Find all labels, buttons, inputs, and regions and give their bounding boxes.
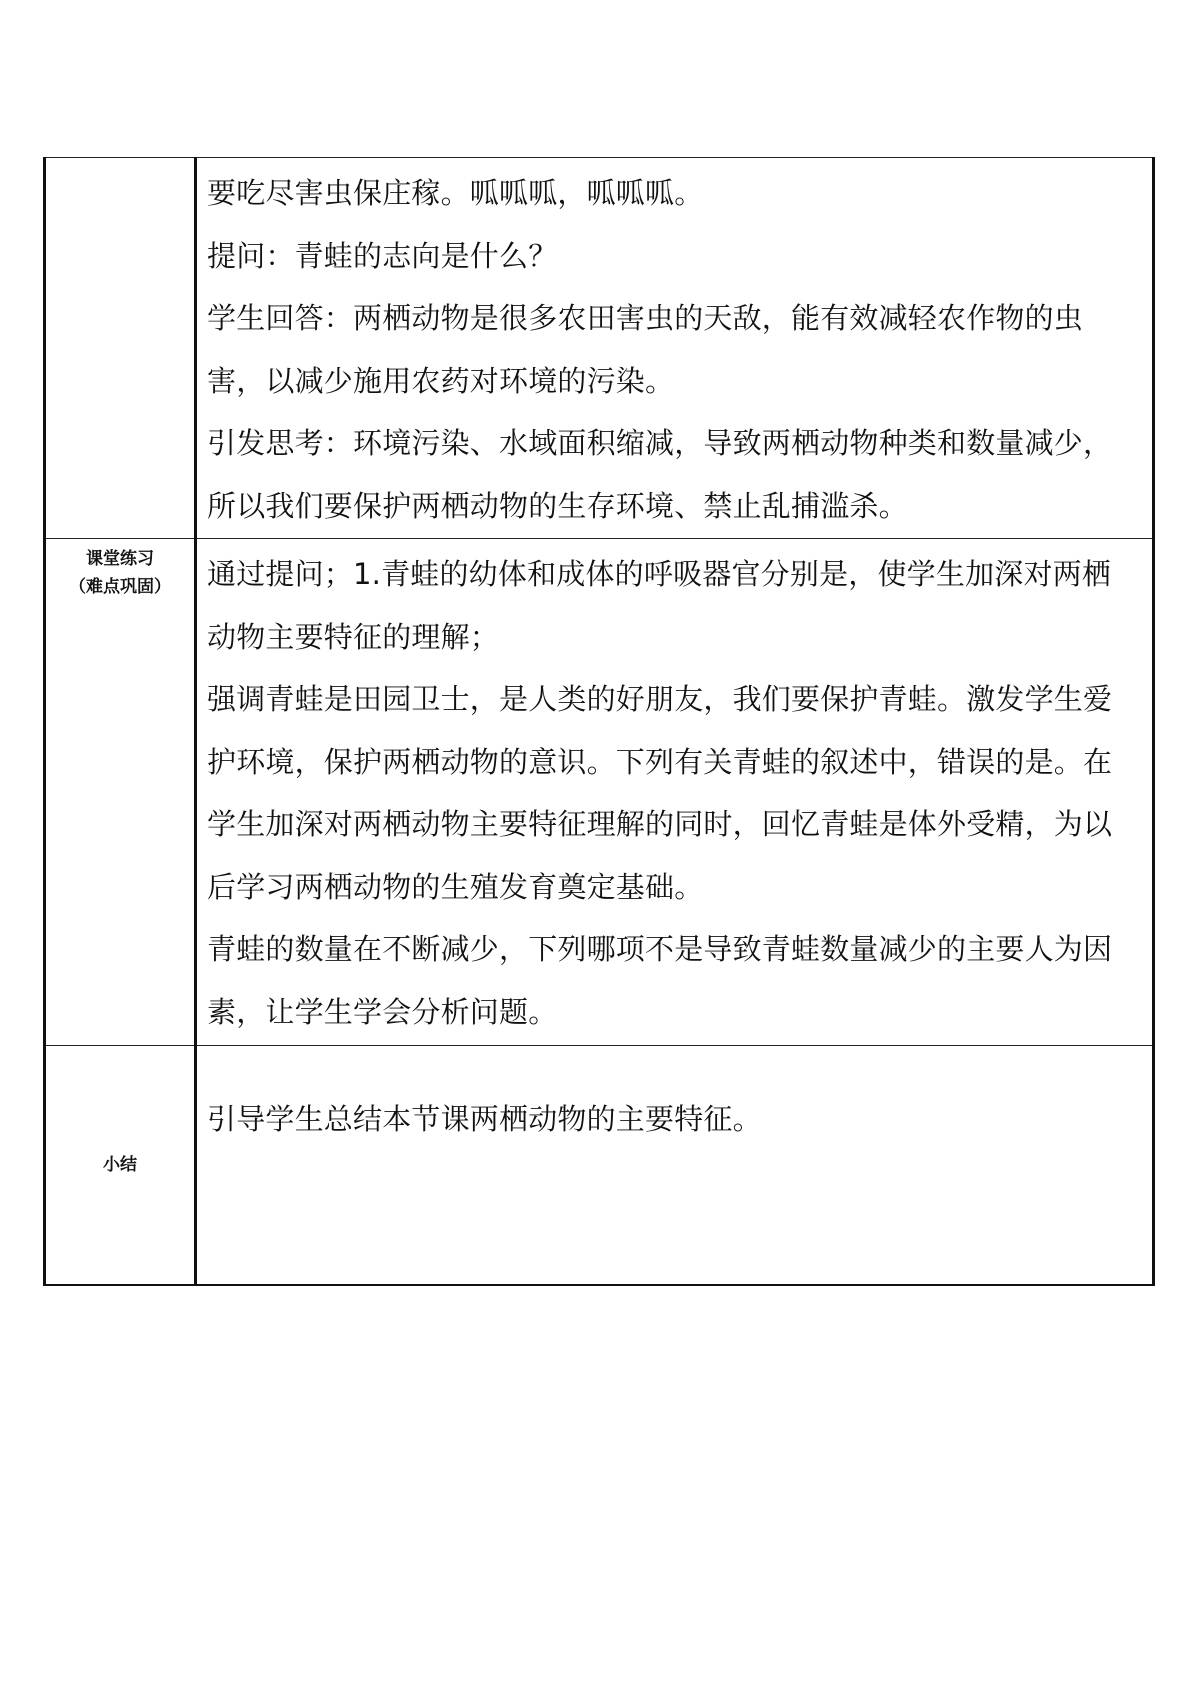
table-row-continuation bbox=[45, 158, 1154, 539]
paragraph-question: 提问：青蛙的志向是什么？ bbox=[207, 238, 558, 273]
paragraph-reflection: 引发思考：环境污染、水域面积缩减，导致两栖动物种类和数量减少，所以我们要保护两栖动物的生存环境、禁止乱捕滥杀。 bbox=[207, 426, 1113, 523]
paragraph-student-answer: 学生回答：两栖动物是很多农田害虫的天敌，能有效减轻农作物的虫害，以减少施用农药对环境的污染。 bbox=[207, 301, 1084, 398]
paragraph-practice-analysis: 青蛙的数量在不断减少，下列哪项不是导致青蛙数量减少的主要人为因素，让学生学会分析问题。 bbox=[207, 932, 1113, 1029]
label-practice-subtitle: （难点巩固） bbox=[69, 577, 171, 597]
row-content-continuation bbox=[196, 158, 1154, 539]
label-practice-title: 课堂练习 bbox=[86, 549, 154, 569]
row-label-empty bbox=[45, 158, 196, 539]
row-content-practice bbox=[196, 539, 1154, 1046]
label-summary-text: 小结 bbox=[103, 1155, 137, 1175]
row-content-summary bbox=[196, 1046, 1154, 1286]
table-row-summary bbox=[45, 1046, 1154, 1286]
row-label-summary bbox=[45, 1046, 196, 1286]
paragraph-practice-question: 通过提问；1.青蛙的幼体和成体的呼吸器官分别是，使学生加深对两栖动物主要特征的理解； bbox=[207, 557, 1112, 654]
paragraph-summary: 引导学生总结本节课两栖动物的主要特征。 bbox=[207, 1102, 762, 1136]
lesson-plan-table bbox=[43, 157, 1155, 1286]
row-label-text bbox=[46, 158, 194, 164]
paragraph-practice-emphasis: 强调青蛙是田园卫士，是人类的好朋友，我们要保护青蛙。激发学生爱护环境，保护两栖动物的意识。下列有关青蛙的叙述中，错误的是。在学生加深对两栖动物主要特征理解的同时，回忆青蛙是体外受精，为以后学习两栖动物的生殖发育奠定基础。 bbox=[207, 682, 1113, 904]
paragraph-chant: 要吃尽害虫保庄稼。呱呱呱，呱呱呱。 bbox=[207, 176, 704, 210]
table-row-practice bbox=[45, 539, 1154, 1046]
row-label-practice bbox=[45, 539, 196, 1046]
